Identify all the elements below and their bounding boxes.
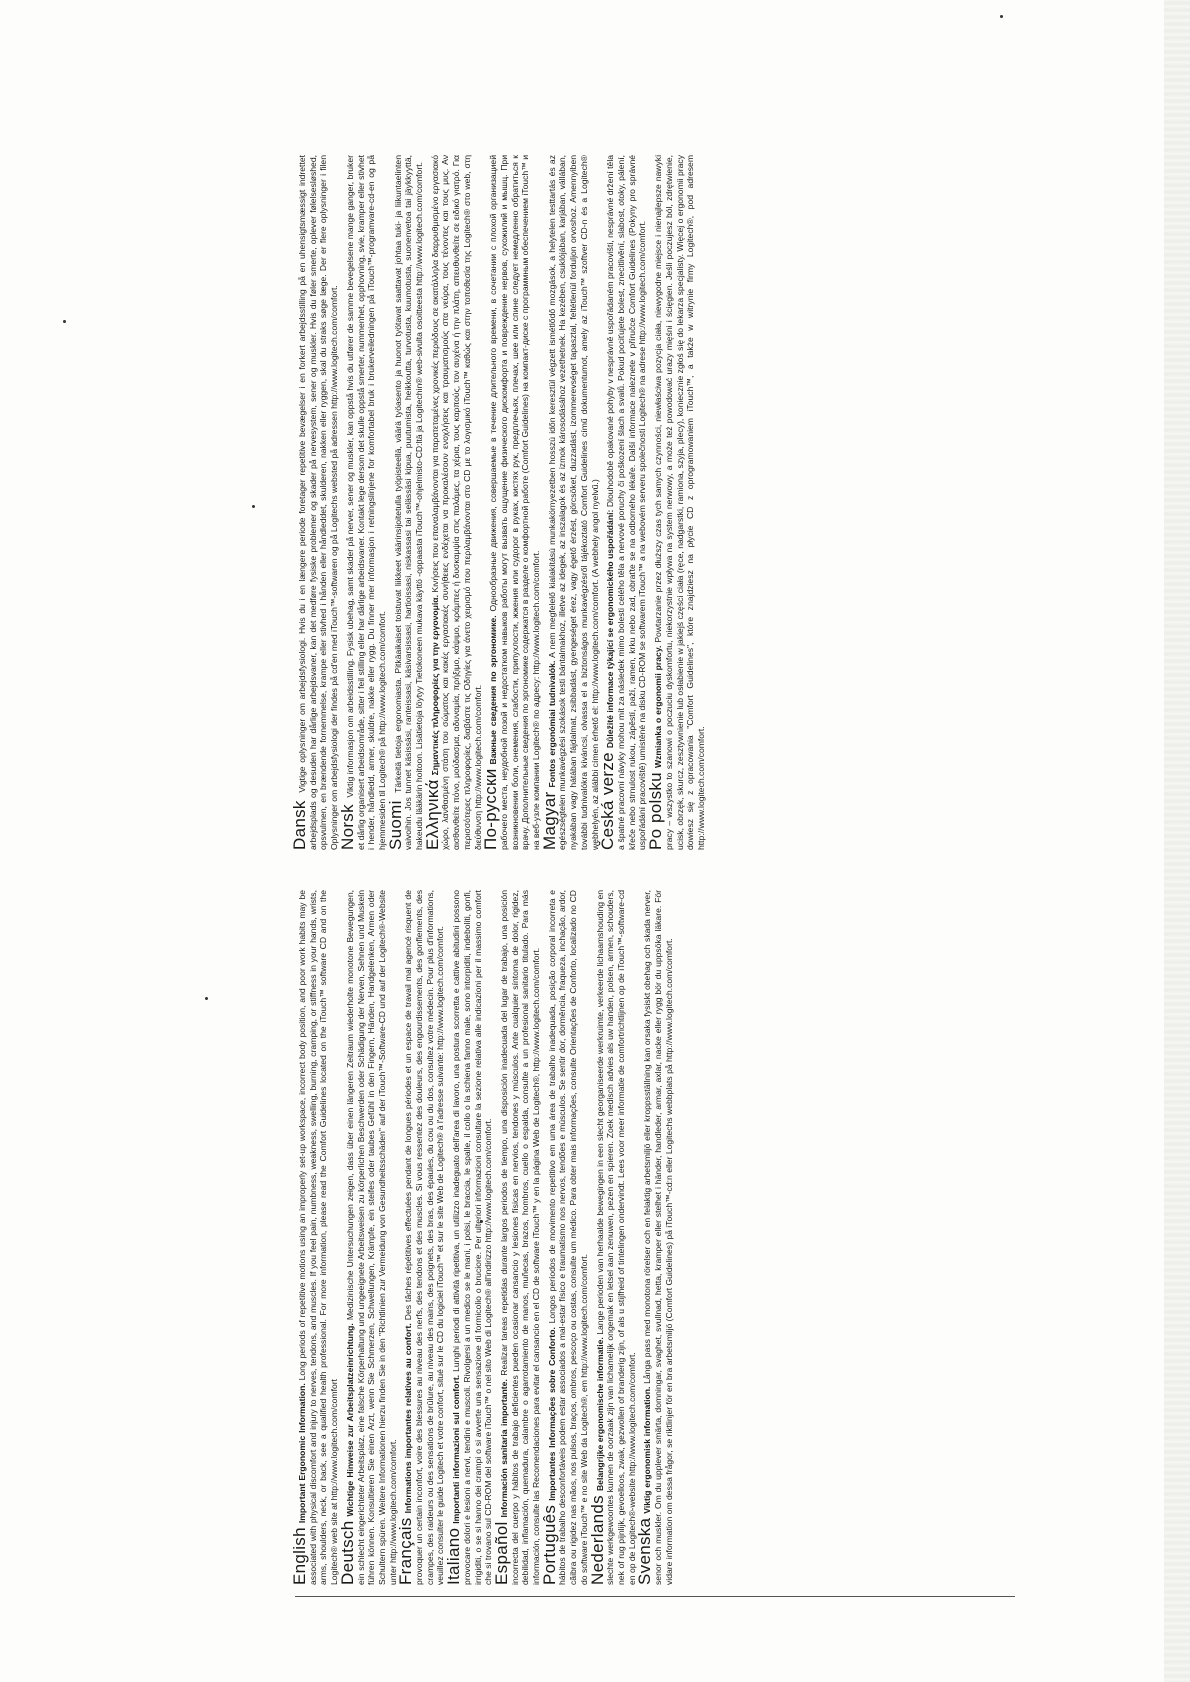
section-body: Lange perioden van herhaalde bewegingen in een slecht georganiseerde werkruimte, verkeerde lichaamshouding en slechte werkgewoontes kunnen de oorzaak zijn van lichamelijk ongemak en letsel aan zenuwen, pezen en spieren. Zoek medisch advies als uw handen, polsen, armen, schouders, nek of rug pijnlijk, gevoelloos, zwak, gezwollen of branderig zijn, of als u stijfheid of tintelingen ondervindt. Lees voor meer informatie de comfortrichtlijnen op de iTouch™-software-cd en op de Logitech®-website http://www.logitech.com/comfort. <box>594 889 637 1585</box>
language-section <box>444 890 494 1585</box>
section-lead: Fontos ergonómiai tudnivalók. <box>546 660 557 788</box>
section-lead: Σημαντικές πληροφορίες για την εργονομία. <box>429 595 440 776</box>
language-section <box>337 155 388 850</box>
section-lead: Viktig ergonomisk information. <box>642 1386 653 1514</box>
section-lead: Informations importantes relatives au confort. <box>403 1323 414 1514</box>
language-section <box>337 889 399 1585</box>
section-lead: Wzmianka o ergonomii pracy. <box>653 645 664 769</box>
language-section <box>539 155 601 850</box>
section-lead: Belangrijke ergonomische informatie. <box>594 1337 605 1492</box>
section-lead: Importanti informazioni sul comfort. <box>451 1374 462 1524</box>
language-heading: Svenska <box>635 1517 655 1585</box>
scan-speck <box>252 505 255 508</box>
language-section <box>385 155 425 850</box>
language-heading: English <box>290 1527 309 1585</box>
language-heading: Po polsku <box>646 772 666 850</box>
language-section <box>635 890 674 1585</box>
left-column <box>290 889 1015 1585</box>
section-body: A nem megfelelő kialakítású munkakörnyezetben hosszú időn keresztül végzett ismétlődő mozgások, a helytelen testtartás és az egészségtelen munkavégzési szokások testi bántalmakhoz, illetve az idegek, az inszalagok és az izmok károsodásához vezethetnek. Ha kezében, csuklójában, karjában, vállában, nyakában vagy hátában fájdalmat, zsibbadást, gyengeséget érez, vagy égető érzést, görcsöket, duzzadást, izommerevséget tapasztal, feltétlenül forduljon orvoshoz. Amennyiben további tudnivalókra kíváncsi, olvassa el a biztonságos munkavégzésről tájékoztató Comfort Guidelines című dokumentumot, amely az iTouch™ szoftver CD-n és a Logitech® webhelyén, az alábbi címen érhető el: http://www.logitech.com/comfort. (A webhely angol nyelvű.) <box>546 155 600 850</box>
scan-speck <box>205 997 208 1000</box>
section-lead: Důležité informace týkající se ergonomického uspořádání: <box>605 509 616 749</box>
language-heading: Deutsch <box>337 1520 357 1585</box>
section-body: Dlouhodobě opakované pohyby v nesprávně uspořádaném pracovišti, nesprávné držení těla a špatné pracovní návyky mohou mít za následek mimo bolesti celého těla a nervové poruchy či poškození šlach a svalů. Pokud pociťujete bolest, znecitlivění, slabost, otoky, pálení, křeče nebo strnulost rukou, zápěstí, paží, ramen, krku nebo zad, obraťte se na odborného lékaře. Další informace naleznete v příručce Comfort Guidelines (Pokyny pro správné uspořádání pracoviště) umístěné na disku CD-ROM se softwarem iTouch™ a na webovém serveru společnosti Logitech® na adrese http://www.logitech.com/comfort. <box>605 154 648 850</box>
language-heading: Nederlands <box>587 1495 607 1585</box>
language-section <box>598 154 648 850</box>
language-section <box>290 890 340 1585</box>
section-lead: Información sanitaria importante. <box>498 1379 509 1518</box>
language-section <box>646 154 707 850</box>
section-body: Однообразные движения, совершаемые в течение длительного времени, в сочетании с плохой организацией рабочего места, неудобной позой и недостатком навыков работы могут вызвать ощущение физического дискомфорта и повреждение нервов, сухожилий и мышц. При возникновении боли, онемения, слабости, припухлости, жжения или судорог в руках, кистях рук, предплечьях, плечах, шее или спине следует немедленно обратиться к врачу. Дополнительные сведения по эргономике содержатся в разделе о комфортной работе (Comfort Guidelines) на компакт-диске с программным обеспечением iTouch™ и на веб-узле компании Logitech® по адресу: http://www.logitech.com/comfort. <box>488 155 542 850</box>
section-lead: Wichtige Hinweise zur Arbeitsplatzeinrichtung. <box>344 1323 355 1517</box>
language-section <box>422 155 484 850</box>
scan-speck <box>63 320 66 323</box>
section-body: Powtarzanie przez dłuższy czas tych samych czynności, niewłaściwa pozycja ciała, niewygodne miejsce i nienajlepsze nawyki pracy – wszystko to szanowi o poczuciu dyskomfortu, niekorzystnie wpływa na system nerwowy, a może też powodować urazy mięśni i ścięgien. Jeśli poczujesz ból, zdrętwienie, ucisk, obrzęk, skurcz, zesztywnienie lub osłabienie w jakiejś części ciała (ręce, nadgarstki, ramiona, szyja, plecy), koniecznie zgłoś się do lekarza specjalisty. Więcej o ergonomii pracy dowiesz się z opracowania "Comfort Guidelines", które znajdziesz na płycie CD z oprogramowaniem iTouch™, a także w witrynie firmy Logitech®, pod adresem http://www.logitech.com/comfort. <box>653 154 706 850</box>
language-section <box>290 155 340 850</box>
language-heading: Česká verze <box>598 752 618 850</box>
scan-speck <box>1000 15 1003 18</box>
section-body: Des tâches répétitives effectuées pendant de longues périodes et un espace de travail mal agencé risquent de provoquer un certain inconfort, voire des blessures au niveau des nerfs, des tendons et des muscles. Si vous ressentez des douleurs, des engourdissements, des gonflements, des crampes, des raideurs ou des sensations de brûlure, au niveau des mains, des poignets, des bras, des épaules, du cou ou du dos, consultez votre médecin. Pour plus d'informations, veuillez consulter le guide Logitech et votre confort, situé sur le CD du logiciel iTouch™ et sur le site Web de Logitech® à l'adresse suivante: http://www.logitech.com/comfort. <box>403 890 446 1585</box>
language-heading: Português <box>539 1504 559 1585</box>
language-heading: Italiano <box>444 1527 464 1585</box>
language-section <box>587 889 638 1585</box>
language-heading: Dansk <box>290 800 309 850</box>
language-section <box>396 890 446 1585</box>
language-section <box>481 155 542 850</box>
section-body: Long periods of repetitive motions using an improperly set-up workspace, incorrect body position, and poor work habits may be associated with physical discomfort and injury to nerves, tendons, and muscles. If you feel pain, numbness, weakness, swelling, burning, cramping, or stiffness in your hands, wrists, arms, shoulders, neck, or back, see a qualified health professional. For more information, please read the Comfort Guidelines located on the iTouch™ software CD and on the Logitech® web site at http://www.logitech.com/comfort <box>297 890 340 1585</box>
language-heading: Suomi <box>385 800 405 850</box>
language-heading: Ελληνικά <box>422 779 442 850</box>
language-heading: Español <box>491 1521 511 1585</box>
language-heading: По-русски <box>481 768 501 850</box>
section-body: Medizinische Untersuchungen zeigen, dass über einen längeren Zeitraum wiederholte monotone Bewegungen, ein schlecht eingerichteter Arbeitsplatz, eine falsche Körperhaltung und ungeeignete Arbeitsweisen zu körperlichen Beschwerden oder Schädigung der Nerven, Sehnen und Muskeln führen können. Konsultieren Sie einen Arzt, wenn Sie Schmerzen, Schwellungen, Krämpfe, ein steifes oder taubes Gefühl in den Fingern, Händen, Handgelenken, Armen oder Schultern spüren. Weitere Informationen hierzu finden Sie in den "Richtlinien zur Vermeidung von Gesundheitsschäden" auf der iTouch™-Software-CD und auf der Logitech®-Website unter http://www.logitech.com/comfort. <box>344 889 398 1585</box>
section-body: Långa pass med monotona rörelser och en felaktig arbetsmiljö eller kroppsställning kan orsaka fysiskt obehag och skada nerver, senor och muskler. Om du upplever smärta, domningar, svaghet, svullnad, hetta, kramper eller stelhet i händer, handleder, armar, axlar, nacke eller rygg bör du uppsöka läkare. För vidare information om dessa frågor, se riktlinjer för en bra arbetsmiljö (Comfort Guidelines) på iTouch™-cd:n eller Logitechs webbplats på http://www.logitech.com/comfort. <box>642 890 674 1585</box>
language-section <box>539 889 590 1585</box>
comfort-guidelines-sheet <box>290 154 1015 1585</box>
language-heading: Français <box>396 1517 416 1585</box>
right-column <box>290 154 1015 850</box>
section-lead: Importantes Informações sobre Conforto. <box>546 1327 557 1501</box>
section-body: Vigtige oplysninger om arbejdsfysiologi. Hvis du i en længere periode foretager repetitive bevægelser i en forkert arbejdsstilling på en uhensigtsmæssigt indrettet arbejdsplads og desuden har dårlige arbejdsvaner, kan det medføre fysiske problemer og skader på nervesystem, sener og muskler. Hvis du føler smerte, oplever følelsesløshed, opsvulmen, en brændende fornemmelse, krampe eller stivhed i hånden eller håndleddet, skulderen, nakken eller ryggen, skal du straks søge læge. Der er flere oplysninger i filen Oplysninger om arbejdsfysiologi der findes på cd'en med iTouch™-softwaren og på Logitechs websted på adressen http://www.logitech.com/comfort. <box>297 155 340 850</box>
language-heading: Magyar <box>539 791 559 850</box>
language-heading: Norsk <box>337 804 357 850</box>
language-section <box>491 890 542 1585</box>
scan-edge <box>1164 0 1190 1682</box>
section-body: Lunghi periodi di attività ripetitiva, un utilizzo inadeguato dell'area di lavoro, una postura scorretta e cattive abitudini possono provocare dolori e lesioni a nervi, tendini e muscoli. Rivolgersi a un medico se le mani, i polsi, le braccia, le spalle, il collo o la schiena fanno male, sono intorpiditi, indeboliti, gonfi, irrigiditi, o se si hanno dei crampi o si avverte una sensazione di formicolio o bruciore. Per ulteriori informazioni consultare la sezione relativa alle indicazioni per il massimo comfort che si trovano sul CD-ROM del software iTouch™ o nel sito Web di Logitech® all'indirizzo http://www.logitech.com/comfort. <box>451 890 494 1585</box>
section-body: Longos períodos de movimento repetitivo em uma área de trabalho inadequada, posição corporal incorreta e hábitos de trabalho desconfortáveis podem estar associados a mal-estar físico e traumatismo nos nervos, tendões e músculos. Se sentir dor, dormência, fraqueza, inchação, ardor, cãibra ou rigidez nas mãos, nos pulsos, braços, ombros, pescoço ou costas, consulte um médico. Para obter mais informações, consulte Orientações de Conforto, localizado no CD do software iTouch™ e no site Web da Logitech®, em http://www.logitech.com/comfort. <box>546 889 589 1585</box>
section-body: Viktig informasjon om arbeidsstilling. Fysisk ubehag, samt skader på nerver, sener og muskler, kan oppstå hvis du utfører de samme bevegelsene mange ganger, bruker et dårlig organisert arbeidsområde, sitter i feil stilling eller har dårlige arbeidsvaner. Kontakt lege dersom det skulle oppstå smerter, nummenhet, opphovning, svie, kramper eller stivhet i hender, håndledd, armer, skuldre, nakke eller rygg. Du finner mer informasjon i retningslinjene for komfortabel bruk i brukerveiledningen på iTouch™-programvare-cd-en og på hjemmesiden til Logitech® på http://www.logitech.com/comfort. <box>344 155 387 850</box>
section-body: Realizar tareas repetidas durante largos periodos de tiempo, una disposición inadecuada del lugar de trabajo, una posición incorrecta del cuerpo y hábitos de trabajo deficientes pueden ocasionar cansancio y lesiones físicas en nervios, tendones y músculos. Ante cualquier síntoma de dolor, rigidez, debilidad, inflamación, quemadura, calambre o agarrotamiento de manos, muñecas, brazos, hombros, cuello o espalda, consulte a un profesional sanitario titulado. Para más información, consulte las Recomendaciones para evitar el cansancio en el CD de software iTouch™ y en la página Web de Logitech®, http://www.logitech.com/comfort. <box>498 890 542 1585</box>
section-body: Κινήσεις που επαναλαμβάνονται για παρατεταμένες χρονικές περιόδους σε ακατάλληλα διαρρυθμισμένο εργασιακό χώρο, λανθασμένη στάση του σώματος και κακές εργασιακές συνήθειες ενδέχεται να προκαλέσουν ενοχλήσεις και τραυματισμούς στα νεύρα, τους τένοντες και τους μυς. Αν αισθανθείτε πόνο, μούδιασμα, αδυναμία, πρήξιμο, κάψιμο, κράμπες ή δυσκαμψία στις παλάμες, τα χέρια, τους καρπούς, τον αυχένα ή την πλάτη, απευθυνθείτε σε ειδικό γιατρό. Για περισσότερες πληροφορίες, διαβάστε τις Οδηγίες για άνετο χειρισμό που περιλαμβάνονται στο CD με το λογισμικό iTouch™ καθώς και στην τοποθεσία της Logitech® στο web, στη διεύθυνση http://www.logitech.com/comfort. <box>429 155 483 850</box>
section-lead: Важные сведения по эргономике. <box>488 615 499 765</box>
section-lead: Important Ergonomic Information. <box>297 1383 307 1524</box>
section-body: Tärkeitä tietoja ergonomiasta. Pitkäaikaiset toistuvat liikkeet väärinsijoitetulla työpisteellä, väärä työasento ja huonot työtavat saattavat johtaa tuki- ja liikuntaelinten vaivoihin. Jos tunnet käsissäsi, ranteissasi, käsivarsissasi, hartioissasi, niskassasi tai selässäsi kipua, puutumista, heikkoutta, turvotusta, kuumotusta, suonenvetoa tai jäykkyyttä, hakeudu lääkärin hoitoon. Lisätietoja löytyy Tietokoneen mukava käyttö -oppaasta iTouch™-ohjelmisto-CD:ltä ja Logitechin® web-sivulta osoitteesta http://www.logitech.com/comfort. <box>392 155 425 850</box>
